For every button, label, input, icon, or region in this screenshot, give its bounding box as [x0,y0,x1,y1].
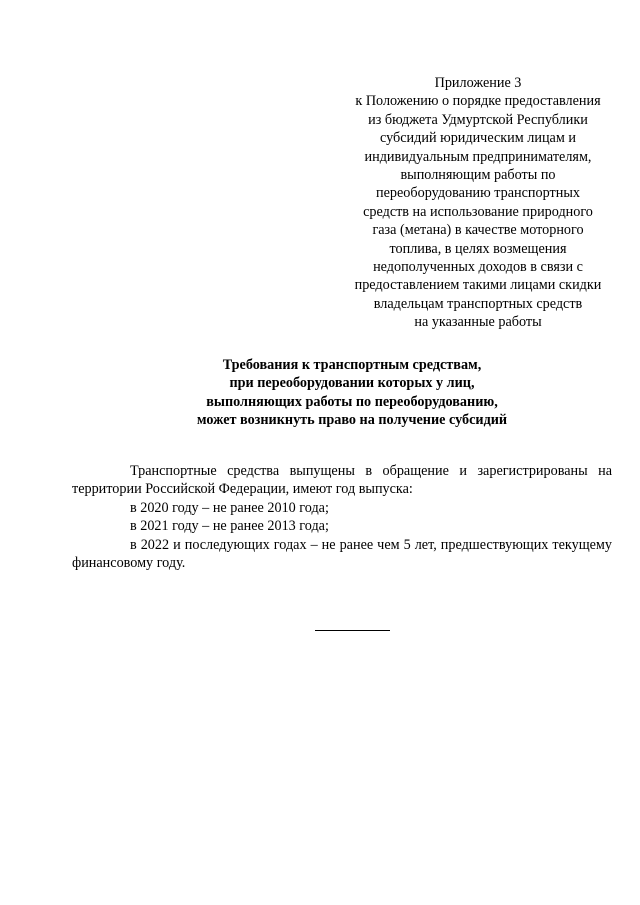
appendix-line: из бюджета Удмуртской Республики [368,111,588,128]
appendix-line: индивидуальным предпринимателям, [364,148,592,165]
title-line: Требования к транспортным средствам, [222,357,482,373]
appendix-line: на указанные работы [414,314,542,331]
appendix-line: субсидий юридическим лицам и [380,130,576,147]
title-line: выполняющих работы по переоборудованию, [206,393,498,410]
document-body [72,462,612,572]
appendix-line: Приложение 3 [434,75,522,91]
appendix-line: газа (метана) в качестве моторного [372,222,584,239]
body-paragraph: в 2022 и последующих годах – не ранее чем 5 лет, предшествующих текущему финансовому году. [72,536,612,572]
appendix-heading [343,74,613,332]
appendix-line: владельцам транспортных средств [373,295,583,312]
appendix-line: топлива, в целях возмещения [389,240,567,257]
appendix-line: к Положению о порядке предоставления [355,93,601,110]
closing-separator-line [315,630,390,631]
title-line: может возникнуть право на получение субсидий [196,412,508,429]
appendix-line: выполняющим работы по [400,167,556,184]
document-title [118,356,586,430]
appendix-line: предоставлением такими лицами скидки [354,277,602,294]
appendix-line: средств на использование природного [363,203,593,220]
body-paragraph: Транспортные средства выпущены в обращение и зарегистрированы на территории Российской Федерации, имеют год выпуска: [72,463,612,498]
appendix-line: недополученных доходов в связи с [373,259,583,276]
body-paragraph: в 2020 году – не ранее 2010 года; [130,499,329,516]
appendix-line: переоборудованию транспортных [376,185,580,202]
body-paragraph: в 2021 году – не ранее 2013 года; [130,518,329,535]
title-line: при переоборудовании которых у лиц, [229,375,475,392]
